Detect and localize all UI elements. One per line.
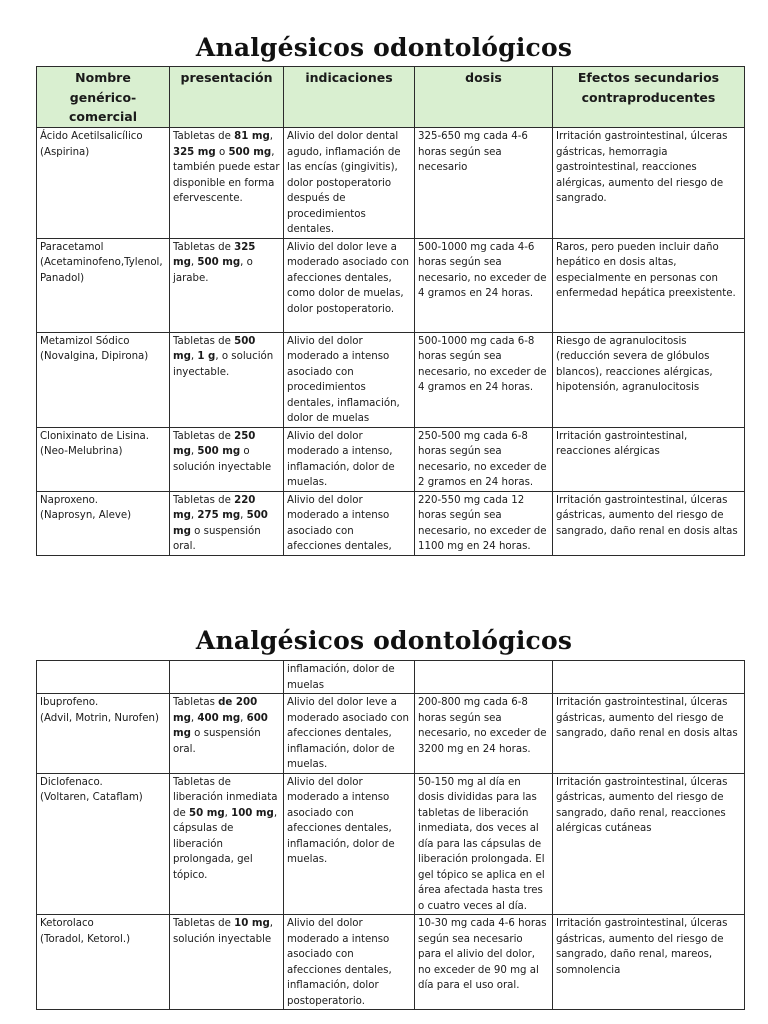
cell-indicaciones: Alivio del dolor moderado a intenso, inflamación, dolor de muelas. [284,427,415,491]
cell-presentacion [170,238,284,332]
cell-nombre [37,773,170,915]
dose-strength: 500 mg [173,510,268,537]
cell-indicaciones: Alivio del dolor moderado a intenso asociado con afecciones dentales, inflamación, dolor de muelas. [284,773,415,915]
drug-name-line: (Neo-Melubrina) [40,446,123,457]
cell-indicaciones: inflamación, dolor de muelas [284,661,415,694]
presentation-text: , [190,446,198,457]
presentation-text: , o solución inyectable. [173,351,274,378]
dose-strength: 1 g [197,351,216,362]
presentation-text: , también puede estar disponible en forma efervescente. [173,146,280,204]
cell-nombre [37,491,170,555]
header-presentacion: presentación [170,67,284,128]
drug-name-line: Paracetamol [40,241,104,253]
cell-efectos: Irritación gastrointestinal, úlceras gástricas, aumento del riesgo de sangrado, daño renal en dosis altas [553,491,745,555]
dose-strength: 500 mg [197,446,241,457]
presentation-text: , [269,131,273,142]
cell-efectos: Irritación gastrointestinal, úlceras gástricas, hemorragia gastrointestinal, reacciones alérgicas, aumento del riesgo de sangrado. [553,128,745,239]
drug-name-line: (Voltaren, Cataflam) [40,792,143,803]
presentation-text: , [240,712,247,724]
cell-nombre [37,661,170,694]
presentation-text: Tabletas de [173,241,235,253]
cell-indicaciones: Alivio del dolor moderado a intenso asociado con afecciones dentales, [284,491,415,555]
analgesics-table-page-2 [36,660,745,1010]
table-body [37,128,745,556]
presentation-text: Tabletas de [173,335,235,347]
drug-name-line: Ketorolaco [40,918,94,929]
dose-strength: 325 mg [173,241,256,268]
drug-name-line: (Toradol, Ketorol.) [40,933,131,945]
cell-efectos: Raros, pero pueden incluir daño hepático en dosis altas, especialmente en personas con enfermedad hepática preexistente. [553,238,745,332]
cell-presentacion [170,332,284,427]
drug-name-line: (Aspirina) [40,146,90,158]
cell-dosis: 200-800 mg cada 6-8 horas según sea necesario, no exceder de 3200 mg en 24 horas. [415,694,553,774]
presentation-text: , [224,807,232,819]
table-row [37,427,745,491]
drug-name-line: Metamizol Sódico [40,335,130,347]
presentation-text: Tabletas de [173,918,235,929]
presentation-text: Tabletas de [173,131,235,142]
dose-strength: 50 mg [188,807,225,819]
presentation-text: Tabletas de liberación inmediata de [173,776,278,819]
cell-dosis [415,661,553,694]
header-row [37,67,745,128]
table-row [37,661,745,694]
drug-name-line: (Acetaminofeno,Tylenol, [40,257,163,268]
table-row [37,238,745,332]
presentation-text: , solución inyectable [173,918,273,945]
table-body [37,661,745,1010]
cell-dosis: 50-150 mg al día en dosis divididas para las tabletas de liberación inmediata, dos veces al día para las cápsulas de liberación prolongada. El gel tópico se aplica en el área afectada hasta tres o cuatro veces al día. [415,773,553,915]
dose-strength: 275 mg [197,510,241,521]
dose-strength: 10 mg [234,918,270,929]
drug-name-line: Diclofenaco. [40,776,103,788]
table-row [37,694,745,774]
dose-strength: de 200 mg [173,697,258,724]
dose-strength: 400 mg [197,712,241,724]
presentation-text: Tabletas de [173,494,235,506]
cell-nombre [37,128,170,239]
cell-efectos [553,661,745,694]
presentation-text: , [190,351,198,362]
cell-efectos: Irritación gastrointestinal, úlceras gástricas, aumento del riesgo de sangrado, daño renal, reacciones alérgicas cutáneas [553,773,745,915]
cell-indicaciones: Alivio del dolor moderado a intenso asociado con procedimientos dentales, inflamación, dolor de muelas [284,332,415,427]
presentation-text: , cápsulas de liberación prolongada, gel tópico. [173,807,278,881]
cell-efectos: Riesgo de agranulocitosis (reducción severa de glóbulos blancos), reacciones alérgicas, hipotensión, agranulocitosis [553,332,745,427]
cell-presentacion [170,661,284,694]
cell-presentacion [170,773,284,915]
presentation-text: o suspensión oral. [173,728,261,755]
cell-efectos: Irritación gastrointestinal, úlceras gástricas, aumento del riesgo de sangrado, daño renal en dosis altas [553,694,745,774]
header-efectos: Efectos secundarios contraproducentes [553,67,745,128]
table-row [37,332,745,427]
cell-dosis: 250-500 mg cada 6-8 horas según sea necesario, no exceder de 2 gramos en 24 horas. [415,427,553,491]
dose-strength: 500 mg [228,146,272,158]
cell-efectos: Irritación gastrointestinal, reacciones alérgicas [553,427,745,491]
cell-nombre [37,915,170,1010]
presentation-text: , [190,712,198,724]
presentation-text: o [215,146,229,158]
page-title-continued: Analgésicos odontológicos [195,626,573,655]
cell-nombre [37,238,170,332]
cell-presentacion [170,915,284,1010]
presentation-text: , [190,257,198,268]
drug-name-line: Ácido Acetilsalicílico [40,131,143,142]
cell-dosis: 325-650 mg cada 4-6 horas según sea necesario [415,128,553,239]
cell-dosis: 220-550 mg cada 12 horas según sea necesario, no exceder de 1100 mg en 24 horas. [415,491,553,555]
dose-strength: 500 mg [197,257,241,268]
header-dosis: dosis [415,67,553,128]
dose-strength: 325 mg [173,146,216,158]
drug-name-line: Ibuprofeno. [40,697,99,708]
page-title: Analgésicos odontológicos [195,33,573,62]
cell-presentacion [170,128,284,239]
table-row [37,128,745,239]
dose-strength: 220 mg [173,494,256,521]
dose-strength: 81 mg [234,131,270,142]
cell-nombre [37,694,170,774]
cell-efectos: Irritación gastrointestinal, úlceras gástricas, aumento del riesgo de sangrado, daño renal, mareos, somnolencia [553,915,745,1010]
cell-indicaciones: Alivio del dolor moderado a intenso asociado con afecciones dentales, inflamación, dolor postoperatorio. [284,915,415,1010]
drug-name-line: (Advil, Motrin, Nurofen) [40,712,159,724]
dose-strength: 100 mg [231,807,274,819]
drug-name-line: Naproxeno. [40,494,98,506]
cell-indicaciones: Alivio del dolor leve a moderado asociado con afecciones dentales, inflamación, dolor de muelas. [284,694,415,774]
dose-strength: 250 mg [173,430,256,457]
cell-nombre [37,427,170,491]
cell-indicaciones: Alivio del dolor dental agudo, inflamación de las encías (gingivitis), dolor postoperatorio después de procedimientos dentales. [284,128,415,239]
table-row [37,915,745,1010]
drug-name-line: (Novalgina, Dipirona) [40,351,149,362]
cell-indicaciones: Alivio del dolor leve a moderado asociado con afecciones dentales, como dolor de muelas, dolor postoperatorio. [284,238,415,332]
table-row [37,773,745,915]
cell-dosis: 500-1000 mg cada 6-8 horas según sea necesario, no exceder de 4 gramos en 24 horas. [415,332,553,427]
cell-nombre [37,332,170,427]
presentation-text: o suspensión oral. [173,525,261,552]
analgesics-table-page-1 [36,66,745,556]
header-indicaciones: indicaciones [284,67,415,128]
presentation-text: o solución inyectable [173,446,272,473]
drug-name-line: Clonixinato de Lisina. [40,430,150,442]
drug-name-line: (Naprosyn, Aleve) [40,510,132,521]
presentation-text: , [240,510,247,521]
table-row [37,491,745,555]
header-nombre: Nombre genérico-comercial [37,67,170,128]
presentation-text: , o jarabe. [173,257,253,284]
cell-presentacion [170,491,284,555]
cell-presentacion [170,694,284,774]
cell-dosis: 500-1000 mg cada 4-6 horas según sea necesario, no exceder de 4 gramos en 24 horas. [415,238,553,332]
presentation-text: Tabletas [173,697,219,708]
presentation-text: Tabletas de [173,430,235,442]
cell-dosis: 10-30 mg cada 4-6 horas según sea necesario para el alivio del dolor, no exceder de 90 mg al día para el uso oral. [415,915,553,1010]
presentation-text: , [190,510,198,521]
cell-presentacion [170,427,284,491]
dose-strength: 600 mg [173,712,268,739]
dose-strength: 500 mg [173,335,256,362]
drug-name-line: Panadol) [40,272,85,284]
